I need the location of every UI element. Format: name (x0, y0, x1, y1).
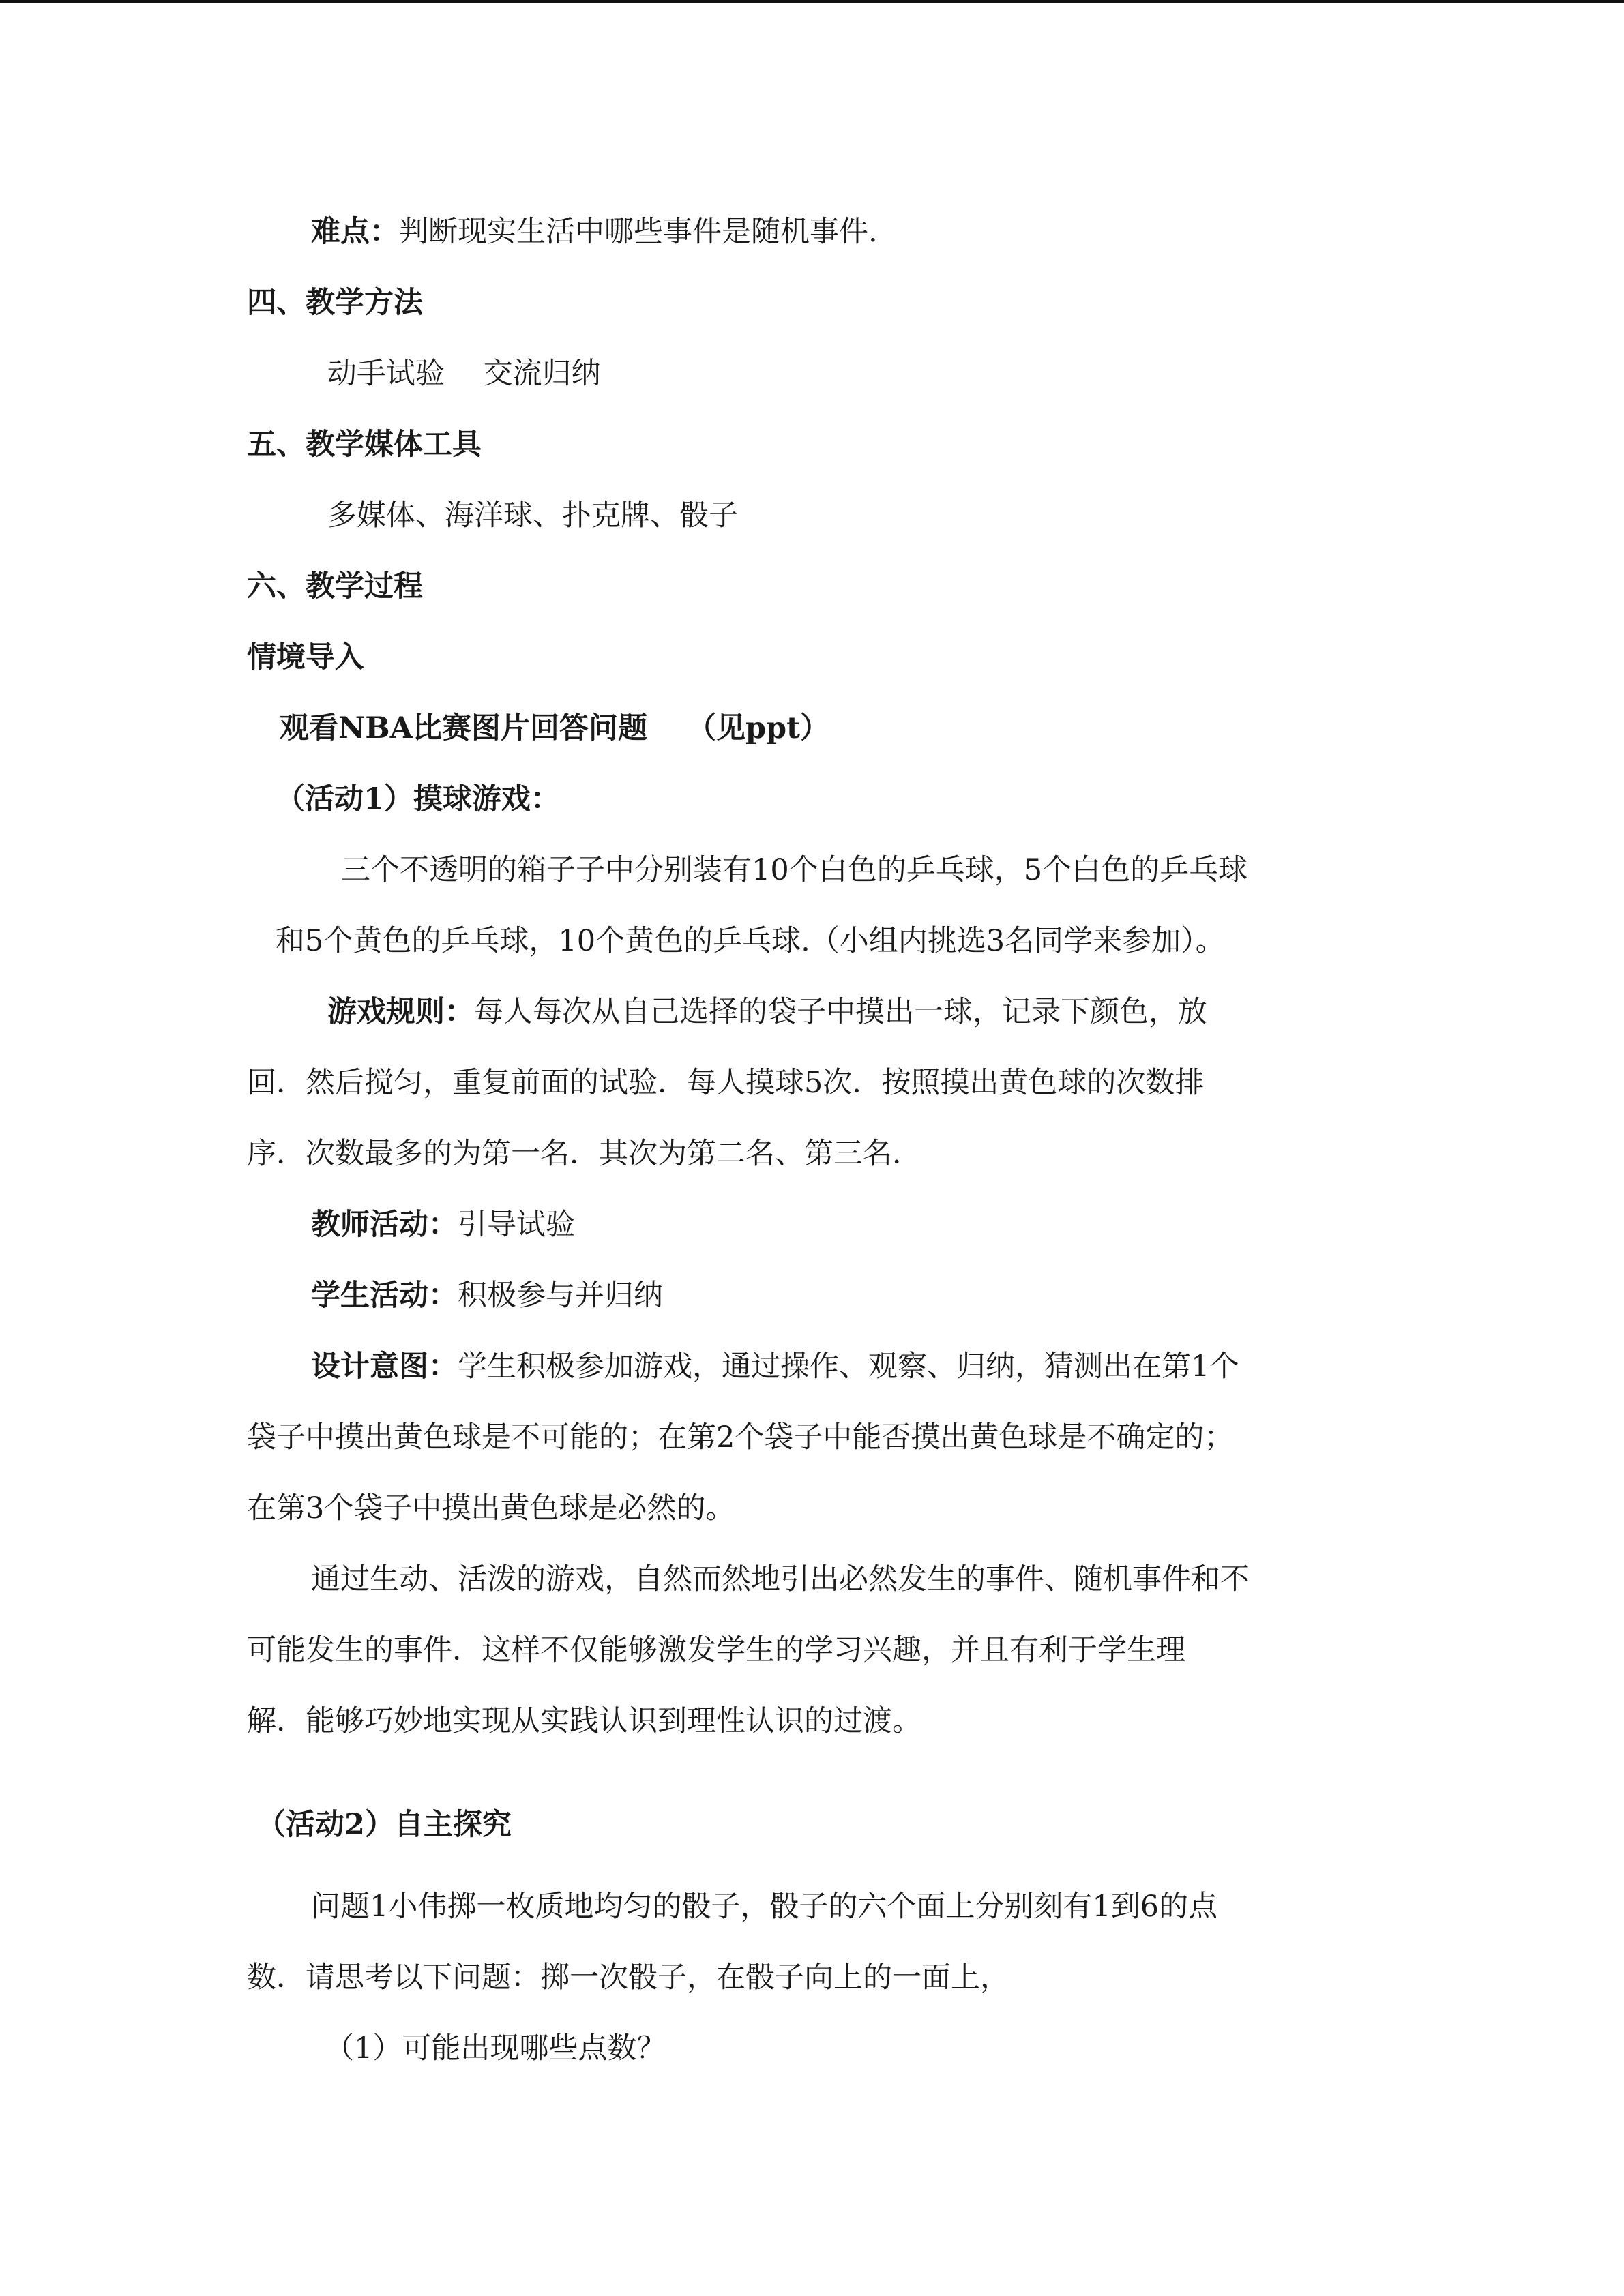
watch-nba-line: 观看NBA比赛图片回答问题 （见ppt） (280, 711, 829, 745)
teacher-activity-text: 引导试验 (458, 1208, 575, 1242)
activity-1-paragraph-line-1: 三个不透明的箱子子中分别装有10个白色的乒乓球，5个白色的乒乓球 (341, 853, 1248, 887)
game-rules-text: 每人每次从自己选择的袋子中摸出一球，记录下颜色，放 (474, 995, 1207, 1029)
question-1-sub-1: （1）可能出现哪些点数？ (325, 2031, 666, 2066)
design-intent-line-3: 在第3个袋子中摸出黄色球是必然的。 (247, 1491, 735, 1525)
activity-2-heading: （活动2）自主探究 (256, 1808, 512, 1842)
media-tools-text: 多媒体、海洋球、扑克牌、骰子 (327, 498, 738, 533)
game-summary-line-2: 可能发生的事件．这样不仅能够激发学生的学习兴趣，并且有利于学生理 (247, 1633, 1185, 1667)
game-summary-line-3: 解．能够巧妙地实现从实践认识到理性认识的过渡。 (247, 1704, 921, 1738)
game-rules-line-3: 序．次数最多的为第一名．其次为第二名、第三名． (247, 1137, 921, 1171)
question-1-line-2: 数．请思考以下问题：掷一次骰子，在骰子向上的一面上， (247, 1960, 1009, 1995)
design-intent-line-1 (311, 1346, 1239, 1387)
student-activity-text: 积极参与并归纳 (458, 1279, 663, 1313)
teacher-activity-label: 教师活动： (311, 1208, 458, 1242)
game-rules-line-1 (327, 992, 1207, 1032)
difficulty-text: 判断现实生活中哪些事件是随机事件. (399, 215, 878, 249)
page-top-border (0, 0, 1624, 3)
design-intent-label: 设计意图： (311, 1350, 458, 1384)
student-activity-line (311, 1275, 663, 1316)
subheading-scenario-intro: 情境导入 (247, 640, 364, 674)
difficulty-line (311, 211, 878, 252)
design-intent-line-2: 袋子中摸出黄色球是不可能的；在第2个袋子中能否摸出黄色球是不确定的； (247, 1420, 1234, 1455)
design-intent-text: 学生积极参加游戏，通过操作、观察、归纳，猜测出在第1个 (458, 1350, 1239, 1384)
activity-1-heading: （活动1）摸球游戏： (276, 782, 560, 816)
section-heading-teaching-process: 六、教学过程 (247, 569, 423, 603)
teacher-activity-line (311, 1204, 575, 1245)
question-1-line-1: 问题1小伟掷一枚质地均匀的骰子，骰子的六个面上分别刻有1到6的点 (311, 1890, 1218, 1924)
game-summary-line-1: 通过生动、活泼的游戏，自然而然地引出必然发生的事件、随机事件和不 (311, 1562, 1250, 1596)
activity-1-paragraph-line-2: 和5个黄色的乒乓球，10个黄色的乒乓球.（小组内挑选3名同学来参加）。 (276, 924, 1225, 958)
game-rules-label: 游戏规则： (327, 995, 474, 1029)
section-heading-teaching-method: 四、教学方法 (247, 286, 423, 320)
teaching-method-text: 动手试验 交流归纳 (327, 357, 601, 391)
student-activity-label: 学生活动： (311, 1279, 458, 1313)
game-rules-line-2: 回．然后搅匀，重复前面的试验．每人摸球5次．按照摸出黄色球的次数排 (247, 1066, 1205, 1100)
difficulty-label: 难点： (311, 215, 399, 249)
section-heading-media-tools: 五、教学媒体工具 (247, 428, 482, 462)
